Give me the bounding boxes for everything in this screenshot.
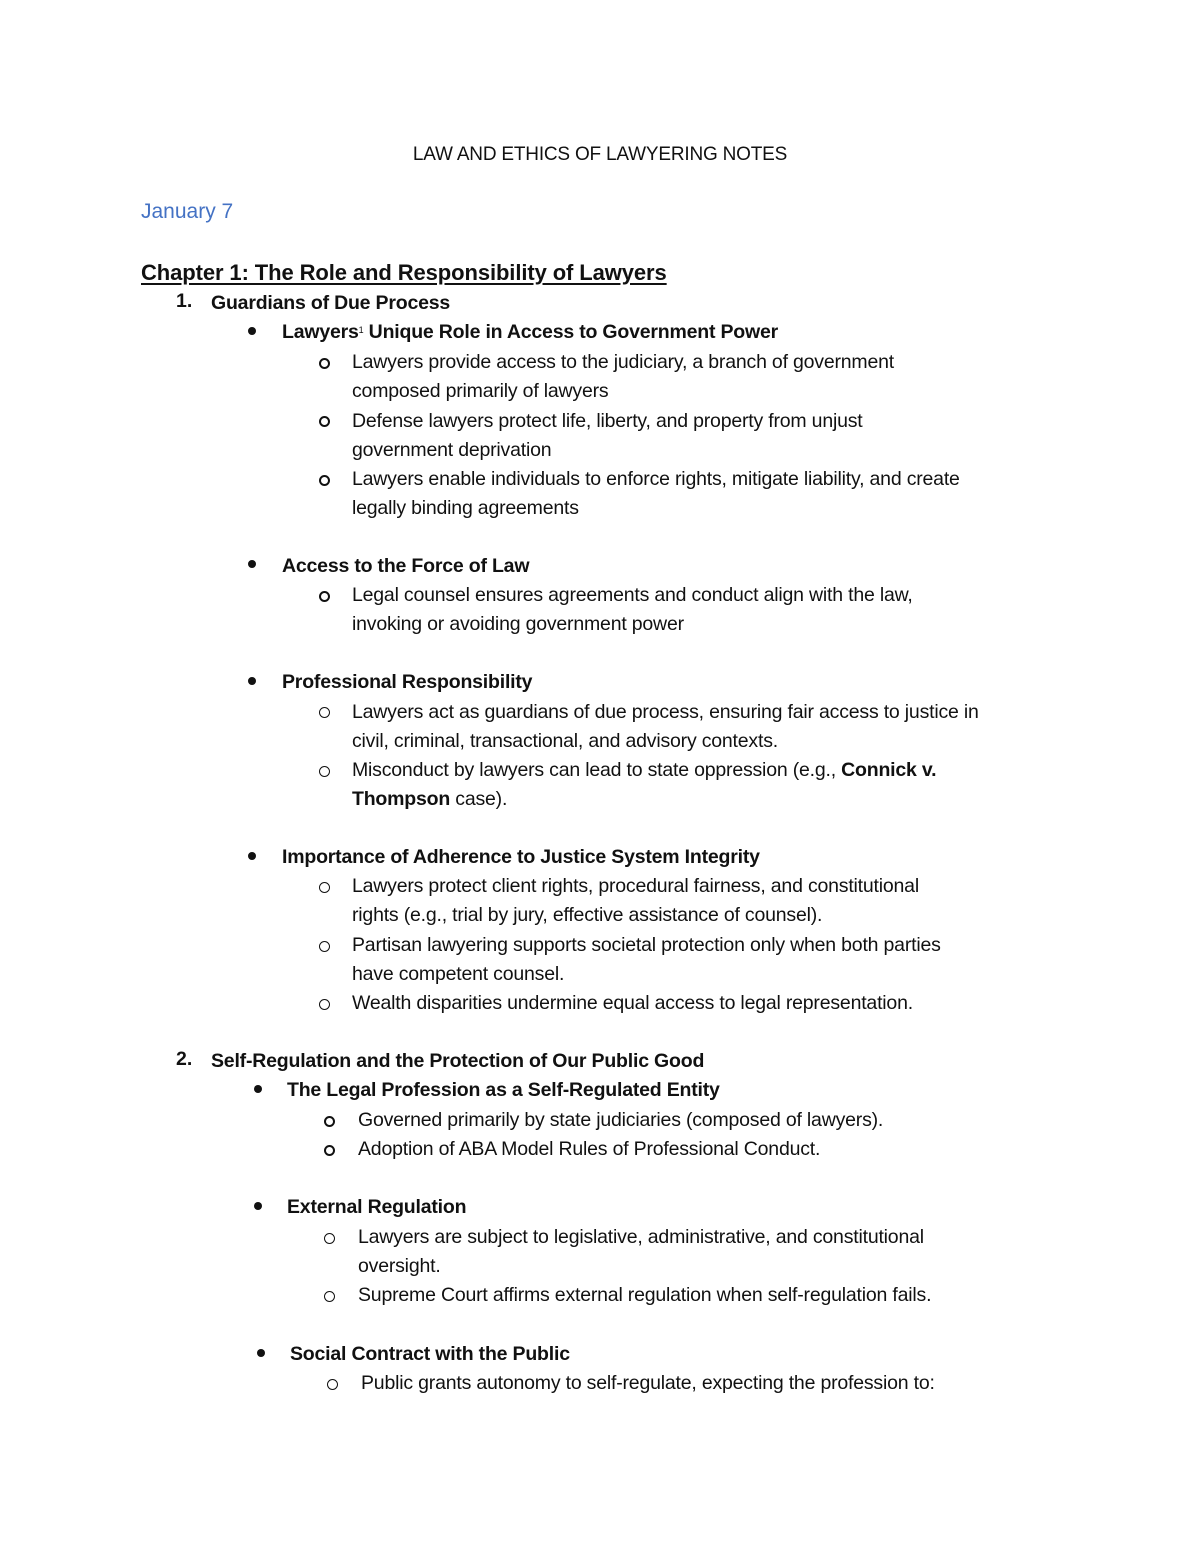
bullet-icon: [317, 880, 331, 894]
bullet-icon: [255, 1347, 267, 1359]
bullet-icon: [322, 1114, 336, 1128]
bullet-icon: [246, 325, 258, 337]
subsection-heading: Professional Responsibility: [282, 671, 533, 693]
section-number: 2.: [176, 1048, 193, 1070]
bullet-icon: [317, 939, 331, 953]
bullet-icon: [252, 1083, 264, 1095]
subsection-heading: Access to the Force of Law: [282, 555, 530, 577]
list-item: Defense lawyers protect life, liberty, and property from unjust: [352, 410, 863, 432]
bullet-icon: [246, 558, 258, 570]
list-item-cont: invoking or avoiding government power: [352, 613, 684, 635]
bullet-icon: [317, 764, 331, 778]
list-item: Governed primarily by state judiciaries (composed of lawyers).: [358, 1109, 884, 1131]
section-heading: Guardians of Due Process: [211, 292, 451, 314]
list-item-cont: have competent counsel.: [352, 963, 565, 985]
list-item-cont: civil, criminal, transactional, and advisory contexts.: [352, 730, 778, 752]
list-item-cont: legally binding agreements: [352, 497, 579, 519]
document-title: LAW AND ETHICS OF LAWYERING NOTES: [412, 144, 788, 165]
list-item: Public grants autonomy to self-regulate, expecting the profession to:: [361, 1372, 935, 1394]
chapter-heading: Chapter 1: The Role and Responsibility of Lawyers: [141, 260, 667, 285]
subsection-heading: Lawyers$^1$ Unique Role in Access to Government Power: [282, 321, 779, 343]
list-item-cont: Thompson case).: [352, 788, 508, 810]
subsection-heading: Social Contract with the Public: [290, 1343, 570, 1365]
list-item-cont: government deprivation: [352, 439, 552, 461]
list-item: Wealth disparities undermine equal access to legal representation.: [352, 992, 913, 1014]
list-item: Partisan lawyering supports societal protection only when both parties: [352, 934, 941, 956]
bullet-icon: [317, 414, 331, 428]
list-item: Lawyers provide access to the judiciary, a branch of government: [352, 351, 894, 373]
bullet-icon: [322, 1289, 336, 1303]
footnote-marker: 1: [358, 325, 364, 335]
subsection-heading: Importance of Adherence to Justice System Integrity: [282, 846, 760, 868]
bullet-icon: [325, 1377, 339, 1391]
list-item-cont: rights (e.g., trial by jury, effective assistance of counsel).: [352, 904, 823, 926]
list-item: Lawyers act as guardians of due process, ensuring fair access to justice in: [352, 701, 979, 723]
bullet-icon: [246, 850, 258, 862]
bullet-icon: [317, 589, 331, 603]
list-item: Legal counsel ensures agreements and conduct align with the law,: [352, 584, 913, 606]
list-item: Misconduct by lawyers can lead to state oppression (e.g., Connick v.: [352, 759, 937, 781]
bullet-icon: [252, 1200, 264, 1212]
list-item-cont: composed primarily of lawyers: [352, 380, 609, 402]
bullet-icon: [246, 675, 258, 687]
bullet-icon: [322, 1143, 336, 1157]
subsection-heading: External Regulation: [287, 1196, 467, 1218]
section-heading: Self-Regulation and the Protection of Our Public Good: [211, 1050, 705, 1072]
bullet-icon: [317, 473, 331, 487]
bullet-icon: [317, 705, 331, 719]
list-item: Lawyers protect client rights, procedural fairness, and constitutional: [352, 875, 919, 897]
section-number: 1.: [176, 290, 193, 312]
subsection-heading: The Legal Profession as a Self-Regulated Entity: [287, 1079, 720, 1101]
list-item: Supreme Court affirms external regulation when self-regulation fails.: [358, 1284, 932, 1306]
bullet-icon: [317, 997, 331, 1011]
bullet-icon: [322, 1231, 336, 1245]
bullet-icon: [317, 356, 331, 370]
list-item: Lawyers enable individuals to enforce rights, mitigate liability, and create: [352, 468, 960, 490]
list-item: Lawyers are subject to legislative, administrative, and constitutional: [358, 1226, 924, 1248]
list-item-cont: oversight.: [358, 1255, 441, 1277]
list-item: Adoption of ABA Model Rules of Professional Conduct.: [358, 1138, 821, 1160]
date-heading: January 7: [141, 200, 234, 223]
